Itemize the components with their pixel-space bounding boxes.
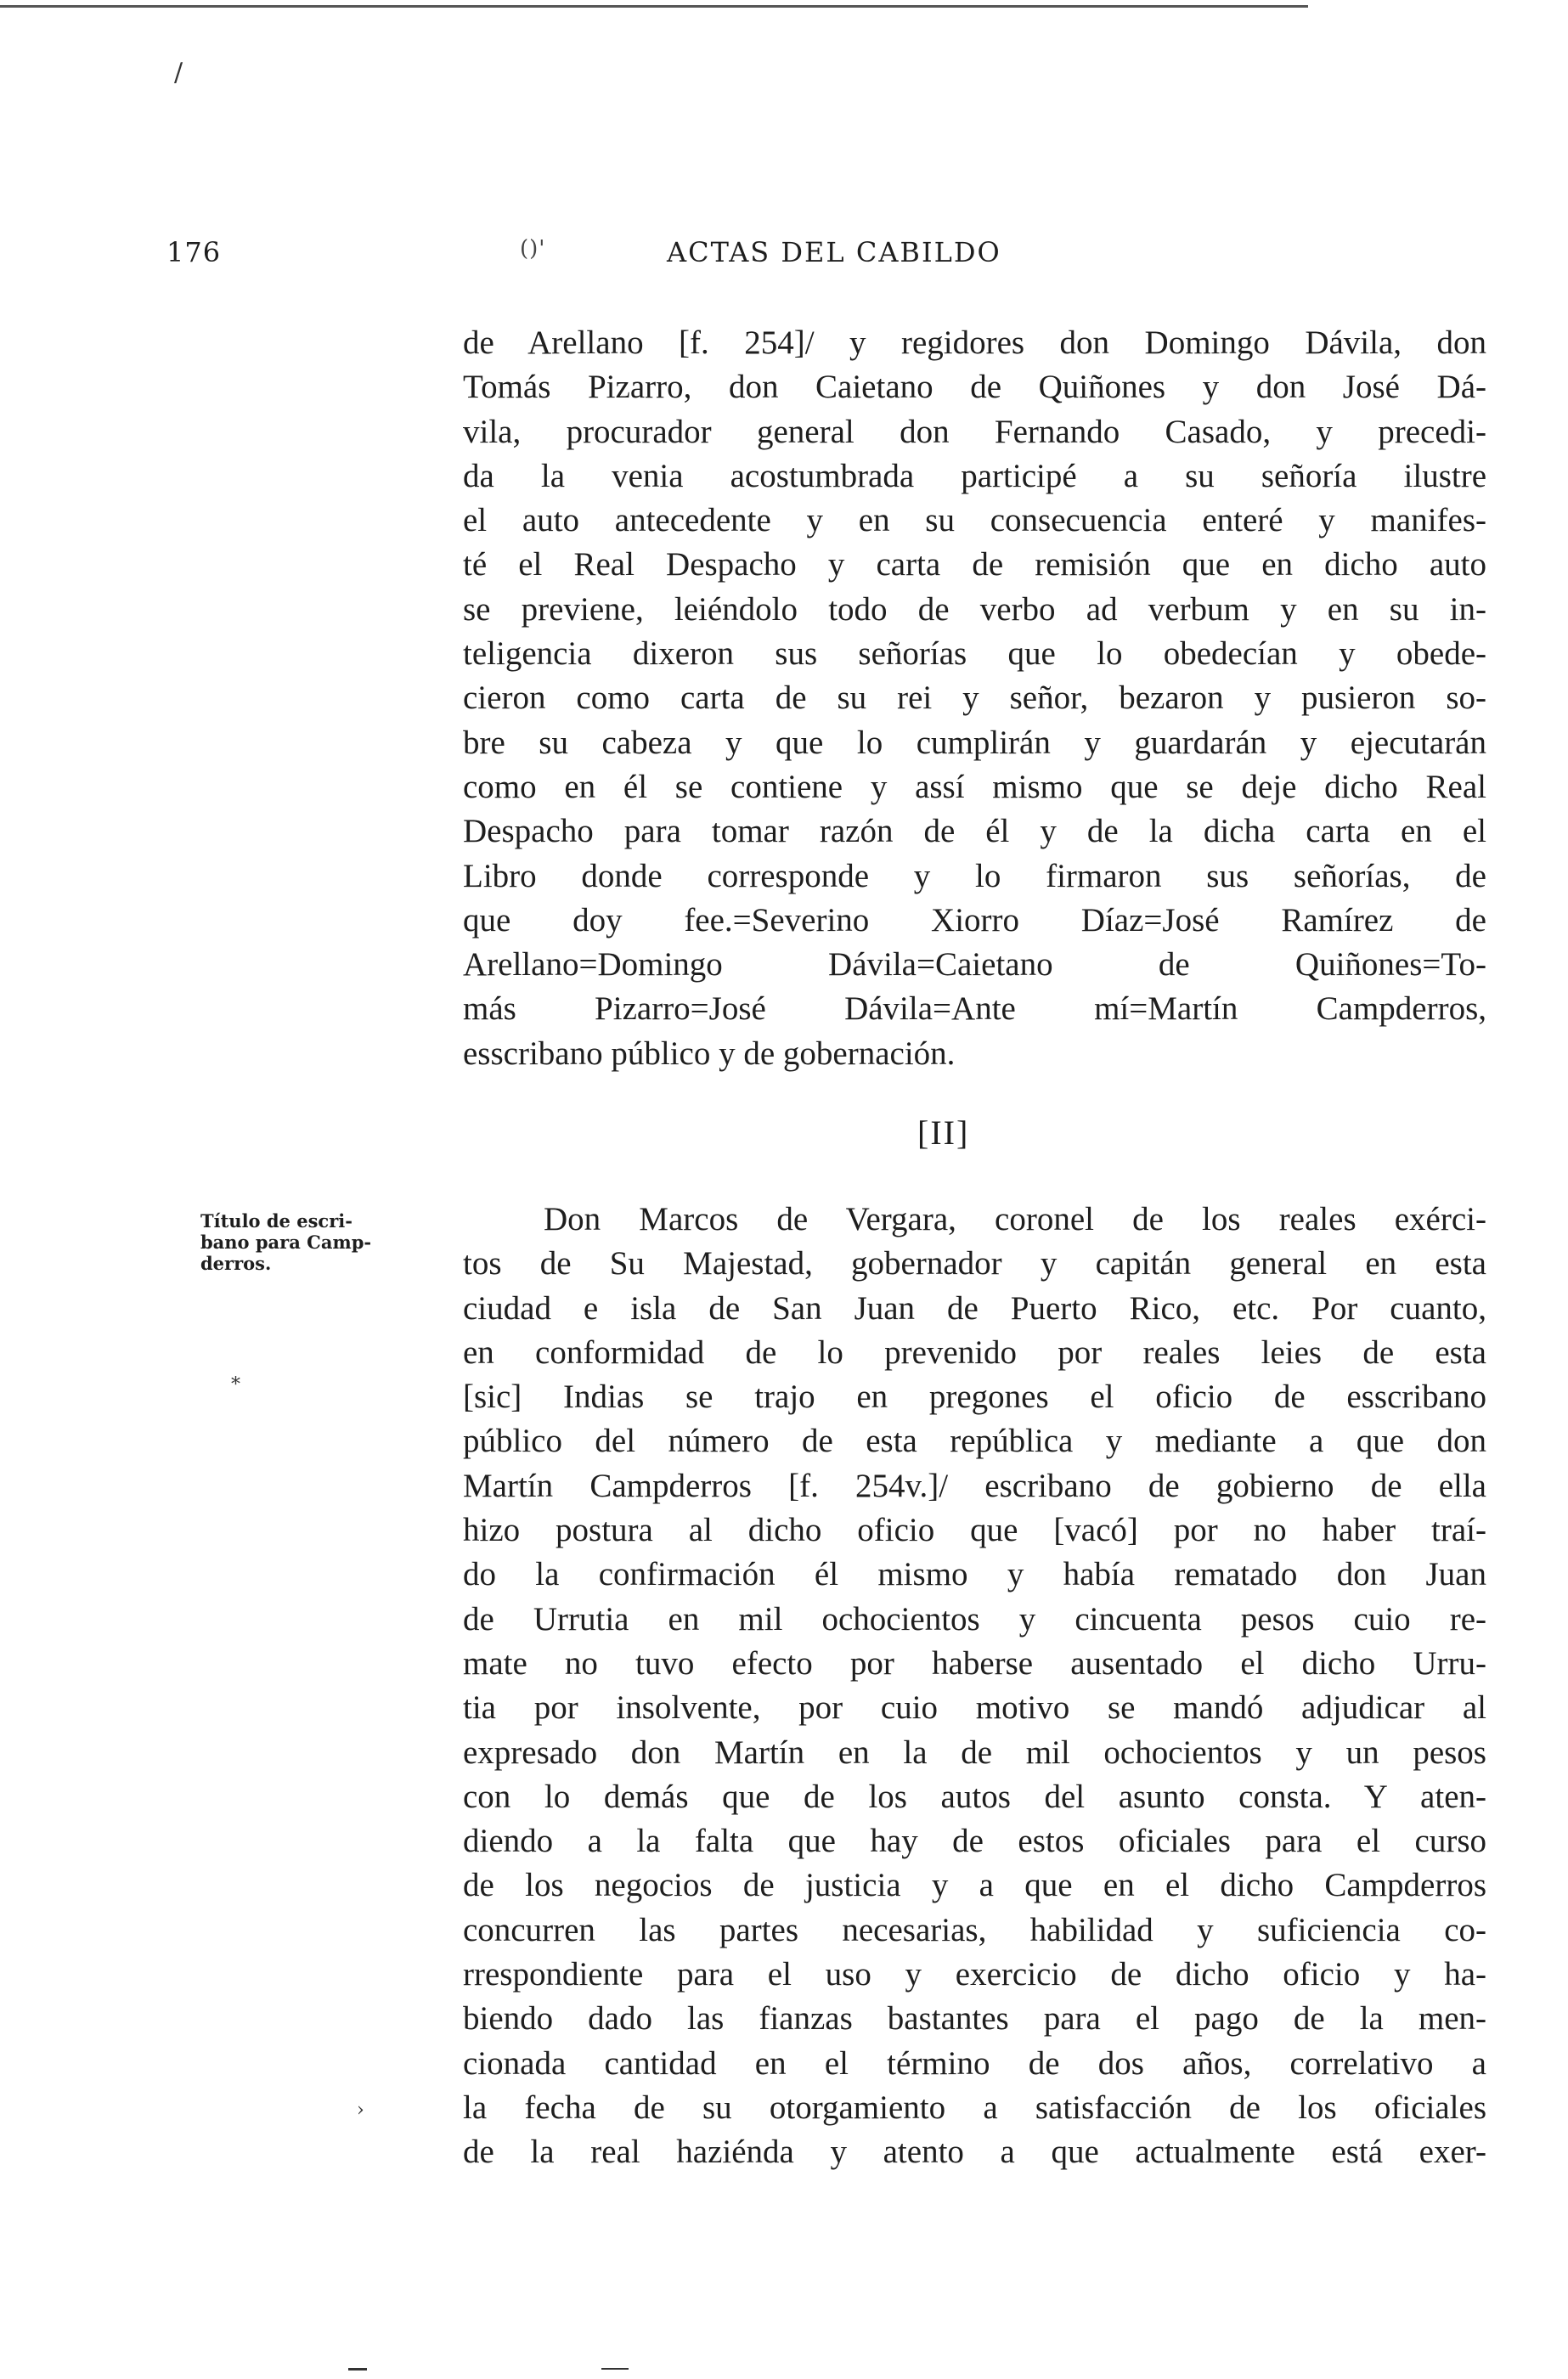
page-number: 176	[166, 236, 222, 268]
text-line: Libro donde corresponde y lo firmaron sus señorías, de	[463, 857, 1486, 894]
text-line: cieron como carta de su rei y señor, bezaron y pusieron so-	[463, 679, 1486, 717]
top-border-rule	[0, 5, 1308, 8]
text-line: rrespondiente para el uso y exercicio de dicho oficio y ha-	[463, 1956, 1486, 1993]
running-head: ACTAS DEL CABILDO	[667, 236, 1001, 268]
text-line: Tomás Pizarro, don Caietano de Quiñones y don José Dá-	[463, 369, 1486, 406]
text-line: Arellano=Domingo Dávila=Caietano de Quiñones=To-	[463, 946, 1486, 984]
text-line: [sic] Indias se trajo en pregones el oficio de esscribano	[463, 1378, 1486, 1416]
text-line: té el Real Despacho y carta de remisión que en dicho auto	[463, 546, 1486, 583]
text-line: hizo postura al dicho oficio que [vacó] por no haber traí-	[463, 1512, 1486, 1549]
text-line: biendo dado las fianzas bastantes para el pago de la men-	[463, 2000, 1486, 2038]
text-line: de Arellano [f. 254]/ y regidores don Domingo Dávila, don	[463, 324, 1486, 361]
text-line: cionada cantidad en el término de dos años, correlativo a	[463, 2044, 1486, 2082]
stray-mark: ()'	[520, 236, 546, 262]
stray-mark: *	[231, 1374, 240, 1395]
text-line: diendo a la falta que hay de estos oficiales para el curso	[463, 1823, 1486, 1860]
text-line: de la real haziénda y atento a que actualmente está exer-	[463, 2134, 1486, 2171]
text-line: vila, procurador general don Fernando Casado, y precedi-	[463, 413, 1486, 450]
text-line: como en él se contiene y assí mismo que se deje dicho Real	[463, 768, 1486, 805]
margin-note-line: bano para Camp-	[200, 1232, 372, 1253]
text-line: tos de Su Majestad, gobernador y capitán general en esta	[463, 1245, 1486, 1283]
bottom-dash	[348, 2368, 367, 2371]
paragraph-two	[463, 1198, 1486, 2175]
margin-note-line: derros.	[200, 1253, 272, 1274]
text-line: que doy fee.=Severino Xiorro Díaz=José Ramírez de	[463, 901, 1486, 939]
section-heading: [II]	[917, 1113, 970, 1152]
margin-note-line: Título de escri-	[200, 1210, 353, 1232]
bottom-dash	[601, 2368, 629, 2370]
stray-mark: /	[174, 58, 183, 87]
text-line: Martín Campderros [f. 254v.]/ escribano de gobierno de ella	[463, 1467, 1486, 1504]
text-line: se previene, leiéndolo todo de verbo ad verbum y en su in-	[463, 590, 1486, 628]
text-line: tia por insolvente, por cuio motivo se mandó adjudicar al	[463, 1689, 1486, 1727]
paragraph-continuation	[463, 321, 1486, 1076]
text-line: en conformidad de lo prevenido por reales leies de esta	[463, 1333, 1486, 1371]
text-line: expresado don Martín en la de mil ochocientos y un pesos	[463, 1734, 1486, 1771]
text-line: ciudad e isla de San Juan de Puerto Rico, etc. Por cuanto,	[463, 1289, 1486, 1327]
margin-note	[200, 1210, 421, 1274]
text-line: con lo demás que de los autos del asunto consta. Y aten-	[463, 1778, 1486, 1815]
stray-mark: ›	[357, 2100, 364, 2121]
text-line: de los negocios de justicia y a que en el dicho Campderros	[463, 1867, 1486, 1904]
text-line: bre su cabeza y que lo cumplirán y guardarán y ejecutarán	[463, 724, 1486, 761]
text-line: concurren las partes necesarias, habilidad y suficiencia co-	[463, 1911, 1486, 1948]
text-line: mate no tuvo efecto por haberse ausentado el dicho Urru-	[463, 1644, 1486, 1682]
text-line: de Urrutia en mil ochocientos y cincuenta pesos cuio re-	[463, 1600, 1486, 1638]
text-line: el auto antecedente y en su consecuencia enteré y manifes-	[463, 502, 1486, 539]
text-line: esscribano público y de gobernación.	[463, 1034, 956, 1072]
text-line: más Pizarro=José Dávila=Ante mí=Martín Campderros,	[463, 990, 1486, 1028]
text-line: Don Marcos de Vergara, coronel de los reales exérci-	[544, 1201, 1486, 1237]
text-line: público del número de esta república y mediante a que don	[463, 1423, 1486, 1460]
text-line: la fecha de su otorgamiento a satisfacción de los oficiales	[463, 2089, 1486, 2126]
text-line: da la venia acostumbrada participé a su señoría ilustre	[463, 457, 1486, 494]
page-header	[0, 236, 1568, 279]
text-line: do la confirmación él mismo y había rematado don Juan	[463, 1556, 1486, 1593]
text-line: Despacho para tomar razón de él y de la dicha carta en el	[463, 813, 1486, 850]
text-line: teligencia dixeron sus señorías que lo obedecían y obede-	[463, 635, 1486, 673]
